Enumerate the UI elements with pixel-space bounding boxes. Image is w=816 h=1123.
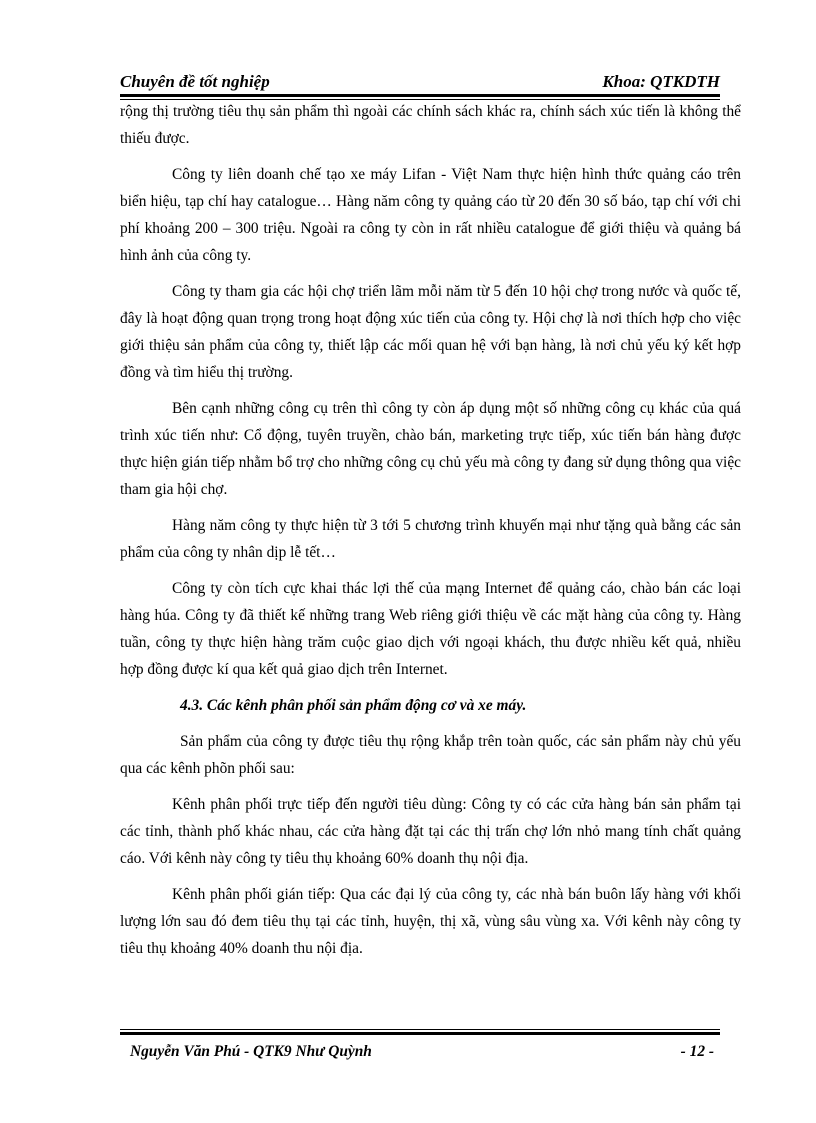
paragraph-trade-fairs: Công ty tham gia các hội chợ triển lãm mỗi năm từ 5 đến 10 hội chợ trong nước và quốc tế, đây là hoạt động quan trọng trong hoạt động xúc tiến của công ty. Hội chợ là nơi thích hợp cho việc giới thiệu sản phẩm của công ty, thiết lập các mối quan hệ với bạn hàng, là nơi chủ yếu ký kết hợp đồng và tìm hiểu thị trường. [120, 283, 741, 381]
paragraph-indirect-channel: Kênh phân phối gián tiếp: Qua các đại lý của công ty, các nhà bán buôn lấy hàng với khối lượng lớn sau đó đem tiêu thụ tại các tỉnh, huyện, thị xã, vùng sâu vùng xa. Với kênh này công ty tiêu thụ khoảng 40% doanh thu nội địa. [120, 886, 741, 957]
page-number: - 12 - [680, 1043, 714, 1060]
footer-rule-thin [120, 1029, 720, 1030]
paragraph-direct-channel: Kênh phân phối trực tiếp đến người tiêu dùng: Công ty có các cửa hàng bán sản phẩm tại các tỉnh, thành phố khác nhau, các cửa hàng đặt tại các thị trấn chợ lớn nhỏ mang tính chất quảng cáo. Với kênh này công ty tiêu thụ khoảng 60% doanh thụ nội địa. [120, 796, 741, 867]
section-heading: 4.3. Các kênh phân phối sản phẩm động cơ và xe máy. [180, 697, 527, 714]
paragraph-promotion-tools: Bên cạnh những công cụ trên thì công ty còn áp dụng một số những công cụ khác của quá trình xúc tiến như: Cổ động, tuyên truyền, chào bán, marketing trực tiếp, xúc tiến bán hàng được thực hiện gián tiếp nhằm bổ trợ cho những công cụ chủ yếu mà công ty đang sử dụng thông qua việc tham gia hội chợ. [120, 400, 741, 498]
footer-rule-thick [120, 1032, 720, 1035]
paragraph-continued: rộng thị trường tiêu thụ sản phẩm thì ngoài các chính sách khác ra, chính sách xúc tiến là không thể thiếu được. [120, 103, 741, 147]
header-title: Chuyên đề tốt nghiệp [120, 72, 270, 91]
paragraph-internet: Công ty còn tích cực khai thác lợi thế của mạng Internet để quảng cáo, chào bán các loại hàng húa. Công ty đã thiết kế những trang Web riêng giới thiệu về các mặt hàng của công ty. Hàng tuần, công ty thực hiện hàng trăm cuộc giao dịch với ngoại khách, thu được nhiều kết quả, nhiều hợp đồng được kí qua kết quả giao dịch trên Internet. [120, 580, 741, 678]
paragraph-advertising: Công ty liên doanh chế tạo xe máy Lifan - Việt Nam thực hiện hình thức quảng cáo trên biển hiệu, tạp chí hay catalogue… Hàng năm công ty quảng cáo từ 20 đến 30 số báo, tạp chí với chi phí khoảng 200 – 300 triệu. Ngoài ra công ty còn in rất nhiều catalogue để giới thiệu và quảng bá hình ảnh của công ty. [120, 166, 741, 264]
paragraph-distribution-intro: Sản phẩm của công ty được tiêu thụ rộng khắp trên toàn quốc, các sản phẩm này chủ yếu qua các kênh phõn phối sau: [120, 733, 741, 777]
footer-author: Nguyễn Văn Phú - QTK9 Như Quỳnh [130, 1043, 372, 1060]
document-body [120, 98, 741, 962]
header-department: Khoa: QTKDTH [602, 72, 720, 91]
page-header [120, 72, 720, 96]
paragraph-promotions: Hàng năm công ty thực hiện từ 3 tới 5 chương trình khuyến mại như tặng quà bằng các sản phẩm của công ty nhân dịp lễ tết… [120, 517, 741, 561]
header-rule-thick [120, 94, 720, 97]
page-footer [120, 1043, 720, 1067]
